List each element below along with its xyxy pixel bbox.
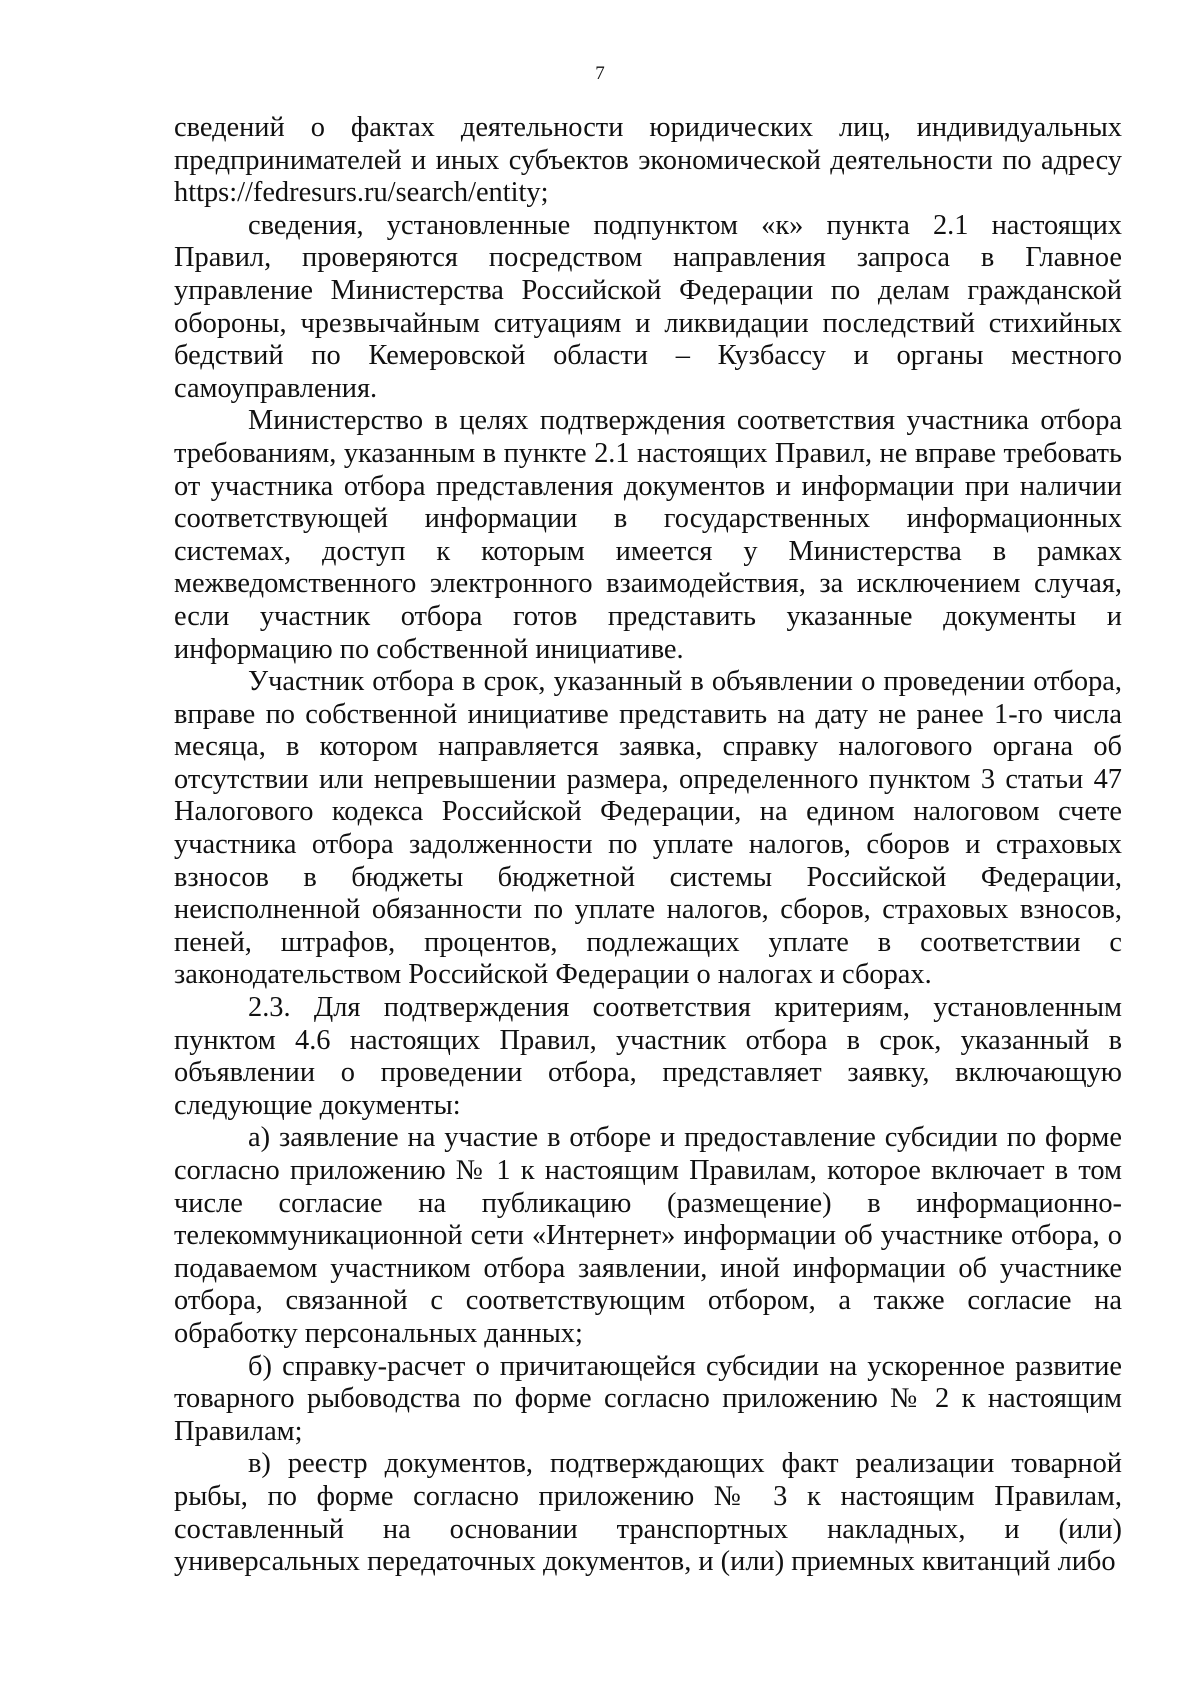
paragraph: Министерство в целях подтверждения соответствия участника отбора требованиям, указанным в пункте 2.1 настоящих Правил, не вправе требовать от участника отбора представления документов и информации при наличии соответствующей информации в государственных информационных системах, доступ к которым имеется у Министерства в рамках межведомственного электронного взаимодействия, за исключением случая, если участник отбора готов представить указанные документы и информацию по собственной инициативе. bbox=[174, 405, 1122, 665]
page-number: 7 bbox=[595, 63, 605, 84]
page-body bbox=[174, 112, 1122, 1579]
list-item-v: в) реестр документов, подтверждающих факт реализации товарной рыбы, по форме согласно приложению № 3 к настоящим Правилам, составленный на основании транспортных накладных, и (или) универсальных передаточных документов, и (или) приемных квитанций либо bbox=[174, 1448, 1122, 1578]
list-item-b: б) справку-расчет о причитающейся субсидии на ускоренное развитие товарного рыбоводства по форме согласно приложению № 2 к настоящим Правилам; bbox=[174, 1350, 1122, 1447]
paragraph-section-2-3: 2.3. Для подтверждения соответствия критериям, установленным пунктом 4.6 настоящих Правил, участник отбора в срок, указанный в объявлении о проведении отбора, представляет заявку, включающую следующие документы: bbox=[174, 992, 1122, 1121]
list-item-a: а) заявление на участие в отборе и предоставление субсидии по форме согласно приложению № 1 к настоящим Правилам, которое включает в том числе согласие на публикацию (размещение) в информационно-телекоммуникационной сети «Интернет» информации об участнике отбора, о подаваемом участником отбора заявлении, иной информации об участнике отбора, связанной с соответствующим отбором, а также согласие на обработку персональных данных; bbox=[174, 1122, 1122, 1349]
paragraph: Участник отбора в срок, указанный в объявлении о проведении отбора, вправе по собственной инициативе представить на дату не ранее 1-го числа месяца, в котором направляется заявка, справку налогового органа об отсутствии или непревышении размера, определенного пунктом 3 статьи 47 Налогового кодекса Российской Федерации, на едином налоговом счете участника отбора задолженности по уплате налогов, сборов и страховых взносов в бюджеты бюджетной системы Российской Федерации, неисполненной обязанности по уплате налогов, сборов, страховых взносов, пеней, штрафов, процентов, подлежащих уплате в соответствии с законодательством Российской Федерации о налогах и сборах. bbox=[174, 666, 1122, 991]
paragraph-continuation: сведений о фактах деятельности юридических лиц, индивидуальных предпринимателей и иных субъектов экономической деятельности по адресу https://fedresurs.ru/search/entity; bbox=[174, 112, 1122, 209]
paragraph: сведения, установленные подпунктом «к» пункта 2.1 настоящих Правил, проверяются посредством направления запроса в Главное управление Министерства Российской Федерации по делам гражданской обороны, чрезвычайным ситуациям и ликвидации последствий стихийных бедствий по Кемеровской области – Кузбассу и органы местного самоуправления. bbox=[174, 209, 1122, 404]
